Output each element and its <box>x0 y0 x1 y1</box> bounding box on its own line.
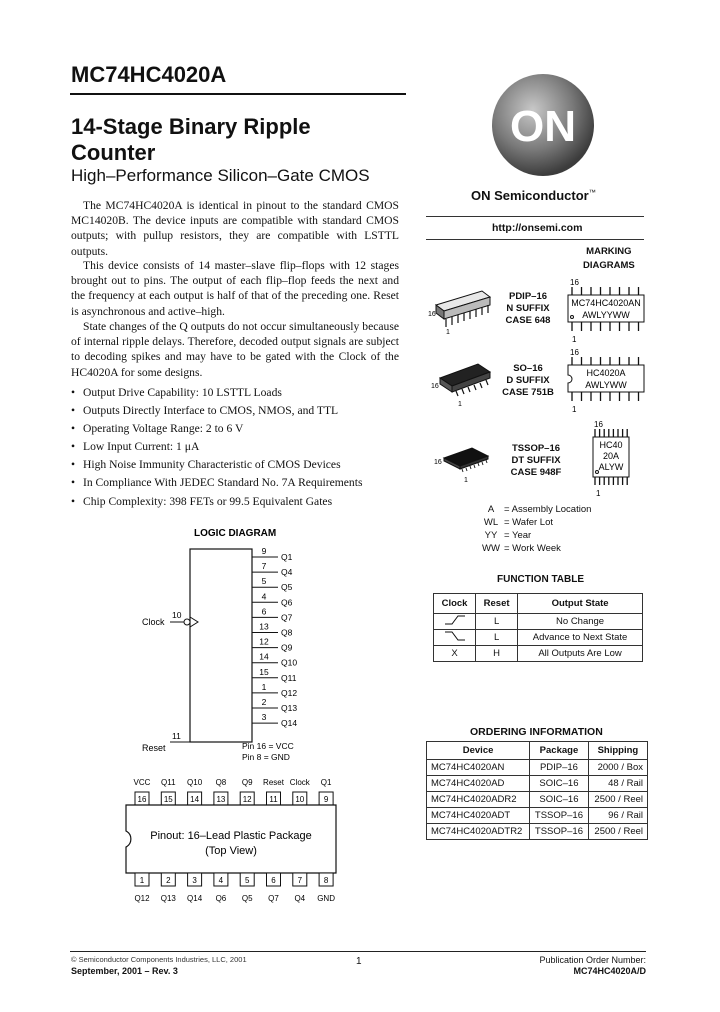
pin-number-top: 14 <box>190 795 200 804</box>
pin-label-bottom: Q6 <box>215 894 227 903</box>
svg-text:1: 1 <box>596 489 601 498</box>
output-name: Q6 <box>281 597 293 608</box>
table-header: Device <box>427 742 530 760</box>
publication-number: MC74HC4020A/D <box>573 966 646 976</box>
document-title: 14-Stage Binary Ripple Counter <box>71 114 311 165</box>
pin-number-bottom: 2 <box>166 876 171 885</box>
table-cell: TSSOP–16 <box>530 808 589 824</box>
table-cell: PDIP–16 <box>530 760 589 776</box>
table-cell: MC74HC4020ADTR2 <box>427 824 530 840</box>
output-name: Q1 <box>281 552 293 562</box>
svg-text:HC40: HC40 <box>599 440 623 450</box>
svg-text:16: 16 <box>570 348 579 357</box>
output-name: Q8 <box>281 627 293 638</box>
pin-label-bottom: Q5 <box>241 894 253 903</box>
tssop-marking-diagram <box>586 418 636 498</box>
copyright: © Semiconductor Components Industries, LLC, 2001 <box>71 955 247 964</box>
output-pin: 12 <box>259 636 269 647</box>
pin-number-top: 11 <box>269 795 278 804</box>
output-pin: 4 <box>261 591 267 602</box>
table-header: Package <box>530 742 589 760</box>
table-row <box>427 776 648 792</box>
feature-item: • Output Drive Capability: 10 LSTTL Loads <box>71 384 401 402</box>
feature-item: • In Compliance With JEDEC Standard No. 7A Requirements <box>71 474 401 492</box>
function-table-title: FUNCTION TABLE <box>497 574 585 585</box>
table-cell: 2500 / Reel <box>588 792 647 808</box>
pin-label-bottom: Q4 <box>294 894 306 903</box>
divider <box>426 216 644 217</box>
marking-title-line1: MARKING <box>586 246 632 257</box>
marking-legend <box>478 503 591 555</box>
clock-bubble-icon <box>184 619 190 625</box>
table-header: Clock <box>434 594 476 614</box>
pdip-package-image <box>426 285 496 335</box>
table-cell: MC74HC4020AN <box>427 760 530 776</box>
company-name-text: ON Semiconductor <box>471 188 589 203</box>
legend-row: YY = Year <box>484 530 532 541</box>
package-case: CASE 948F <box>510 467 562 478</box>
table-cell: MC74HC4020AD <box>427 776 530 792</box>
output-pin: 9 <box>261 546 267 556</box>
table-header: Shipping <box>588 742 647 760</box>
output-name: Q11 <box>281 672 297 683</box>
pin-label-bottom: GND <box>317 894 335 903</box>
pin-label-top: Clock <box>289 778 310 787</box>
soic-package-image <box>428 356 498 408</box>
table-cell: 2000 / Box <box>588 760 647 776</box>
svg-text:16: 16 <box>434 459 442 466</box>
footer-rule <box>70 951 646 952</box>
output-pin: 7 <box>261 561 267 572</box>
output-pin: 15 <box>259 666 269 677</box>
trademark: ™ <box>588 189 596 197</box>
output-pin: 1 <box>261 681 267 692</box>
package-suffix: D SUFFIX <box>506 375 550 386</box>
pin-number-top: 16 <box>137 795 147 804</box>
svg-text:ALYW: ALYW <box>598 462 624 472</box>
table-cell: MC74HC4020ADR2 <box>427 792 530 808</box>
table-cell: MC74HC4020ADT <box>427 808 530 824</box>
description-paragraph-1: The MC74HC4020A is identical in pinout to the standard CMOS MC14020B. The device inputs are compatible with standard CMOS outputs; with pullup resistors, they are compatible with LSTTL outputs. <box>71 199 399 258</box>
table-cell: 2500 / Reel <box>588 824 647 840</box>
svg-text:MC74HC4020AN: MC74HC4020AN <box>571 298 641 308</box>
legend-row: A = Assembly Location <box>487 504 592 515</box>
output-name: Q13 <box>281 703 298 713</box>
package-name: PDIP–16 <box>508 291 548 302</box>
reset-label: Reset <box>142 743 166 753</box>
table-cell: 96 / Rail <box>588 808 647 824</box>
clock-label: Clock <box>142 617 165 627</box>
output-name: Q5 <box>281 582 293 593</box>
pin-label-top: Reset <box>263 778 284 787</box>
divider <box>426 239 644 240</box>
svg-text:16: 16 <box>431 383 439 390</box>
description-paragraph-3: State changes of the Q outputs do not occur simultaneously because of internal ripple delays. Therefore, decoded output signals are subject to decoding spikes and may have to be gated with the Clock of the HC4020A for some designs. <box>71 320 399 379</box>
table-header: Output State <box>518 594 643 614</box>
falling-edge-icon <box>434 630 476 646</box>
table-cell: Advance to Next State <box>518 630 643 646</box>
output-pin: 13 <box>259 621 269 632</box>
table-cell: 48 / Rail <box>588 776 647 792</box>
svg-text:AWLYYWW: AWLYYWW <box>582 310 630 320</box>
ordering-title: ORDERING INFORMATION <box>470 726 603 738</box>
svg-text:1: 1 <box>446 329 450 335</box>
svg-text:HC4020A: HC4020A <box>586 368 626 378</box>
pin-label-top: Q1 <box>320 778 332 787</box>
logic-diagram-title: LOGIC DIAGRAM <box>194 528 277 539</box>
tssop-package-label <box>504 443 568 479</box>
svg-text:ON: ON <box>510 102 576 151</box>
table-row <box>427 792 648 808</box>
table-cell: SOIC–16 <box>530 792 589 808</box>
website-url[interactable]: http://onsemi.com <box>492 222 583 234</box>
svg-text:20A: 20A <box>602 451 620 461</box>
soic-package-label <box>500 363 556 399</box>
output-pin: 3 <box>261 712 267 723</box>
pin-number-top: 13 <box>216 795 226 804</box>
pin-label-bottom: Q14 <box>187 894 203 903</box>
output-name: Q10 <box>281 657 298 668</box>
marking-title <box>583 245 635 273</box>
rising-edge-icon <box>434 614 476 630</box>
pin-number-bottom: 6 <box>271 876 276 885</box>
vcc-note: Pin 16 = VCC <box>242 741 294 751</box>
table-row <box>434 646 643 662</box>
pin-label-top: Q10 <box>187 778 203 787</box>
tssop-package-image <box>430 440 498 484</box>
pdip-package-label <box>500 291 556 327</box>
pin-number-top: 15 <box>163 795 173 804</box>
output-name: Q12 <box>281 687 298 698</box>
part-number: MC74HC4020A <box>71 62 227 87</box>
pin-number-bottom: 7 <box>297 876 303 885</box>
clock-pin: 10 <box>172 610 182 620</box>
pinout-subtitle: (Top View) <box>205 845 257 857</box>
clock-triangle-icon <box>190 617 198 627</box>
table-cell: L <box>476 614 518 630</box>
gnd-note: Pin 8 = GND <box>242 752 290 762</box>
pin-number-top: 10 <box>295 795 305 804</box>
reset-pin: 11 <box>172 731 181 741</box>
logic-diagram <box>130 520 320 765</box>
output-pin: 14 <box>259 651 269 662</box>
output-pin: 5 <box>261 576 267 587</box>
svg-text:1: 1 <box>572 405 577 414</box>
feature-item: • High Noise Immunity Characteristic of CMOS Devices <box>71 456 401 474</box>
legend-row: WL = Wafer Lot <box>483 517 554 528</box>
function-table <box>433 593 643 662</box>
pin-label-bottom: Q13 <box>160 894 176 903</box>
pin-number-bottom: 1 <box>139 876 145 885</box>
pin-number-top: 12 <box>242 795 252 804</box>
output-pin: 6 <box>261 606 267 617</box>
pin-label-top: Q8 <box>215 778 227 787</box>
pin-number-bottom: 3 <box>192 876 197 885</box>
pin-label-bottom: Q12 <box>134 894 150 903</box>
svg-text:AWLYWW: AWLYWW <box>585 380 627 390</box>
soic-marking-diagram <box>562 346 646 416</box>
pin-label-bottom: Q7 <box>268 894 279 903</box>
svg-text:1: 1 <box>458 401 462 408</box>
feature-item: • Operating Voltage Range: 2 to 6 V <box>71 420 401 438</box>
output-name: Q9 <box>281 642 293 653</box>
feature-list <box>71 384 401 511</box>
package-suffix: N SUFFIX <box>506 303 550 314</box>
document-subtitle: High–Performance Silicon–Gate CMOS <box>71 166 370 185</box>
output-name: Q14 <box>281 718 298 729</box>
output-name: Q4 <box>281 567 293 578</box>
package-case: CASE 648 <box>505 315 551 326</box>
company-name <box>471 188 596 203</box>
pdip-marking-diagram <box>562 276 646 346</box>
table-cell: SOIC–16 <box>530 776 589 792</box>
package-suffix: DT SUFFIX <box>511 455 561 466</box>
svg-text:1: 1 <box>464 477 468 484</box>
table-cell: No Change <box>518 614 643 630</box>
table-cell: H <box>476 646 518 662</box>
feature-item: • Outputs Directly Interface to CMOS, NMOS, and TTL <box>71 402 401 420</box>
package-case: CASE 751B <box>502 387 554 398</box>
publication-label: Publication Order Number: <box>539 955 646 965</box>
pin-label-top: Q9 <box>241 778 253 787</box>
svg-text:16: 16 <box>428 311 436 318</box>
table-cell: All Outputs Are Low <box>518 646 643 662</box>
feature-item: • Chip Complexity: 398 FETs or 99.5 Equivalent Gates <box>71 493 401 511</box>
page-number: 1 <box>356 956 362 967</box>
table-row <box>427 824 648 840</box>
table-header: Reset <box>476 594 518 614</box>
table-row <box>427 808 648 824</box>
marking-title-line2: DIAGRAMS <box>583 260 635 271</box>
legend-row: WW = Work Week <box>482 543 561 554</box>
table-cell: L <box>476 630 518 646</box>
table-cell: X <box>434 646 476 662</box>
pin-number-bottom: 8 <box>323 876 329 885</box>
pinout-diagram <box>120 775 350 911</box>
svg-text:1: 1 <box>572 335 577 344</box>
pin-number-top: 9 <box>323 795 329 804</box>
pin-label-top: Q11 <box>161 778 176 787</box>
pin-number-bottom: 5 <box>244 876 250 885</box>
on-semiconductor-logo <box>491 73 595 177</box>
svg-text:16: 16 <box>594 420 603 429</box>
title-rule <box>70 93 406 95</box>
output-name: Q7 <box>281 612 293 623</box>
package-name: SO–16 <box>513 363 543 374</box>
output-pin: 2 <box>261 697 267 707</box>
table-row <box>427 760 648 776</box>
pinout-title: Pinout: 16–Lead Plastic Package <box>150 830 312 842</box>
date-revision: September, 2001 – Rev. 3 <box>71 966 178 976</box>
table-row <box>434 614 643 630</box>
pin-number-bottom: 4 <box>218 876 224 885</box>
pin-label-top: VCC <box>133 778 151 787</box>
table-cell: TSSOP–16 <box>530 824 589 840</box>
description-paragraph-2: This device consists of 14 master–slave flip–flops with 12 stages brought out to pins. The output of each flip–flop feeds the next and the frequency at each output is half of that of the preceding one. Reset is asynchronous and active–high. <box>71 259 399 318</box>
ordering-table <box>426 741 648 840</box>
feature-item: • Low Input Current: 1 μA <box>71 438 401 456</box>
svg-text:16: 16 <box>570 278 579 287</box>
table-row <box>434 630 643 646</box>
counter-block <box>190 549 252 742</box>
package-name: TSSOP–16 <box>511 443 561 454</box>
